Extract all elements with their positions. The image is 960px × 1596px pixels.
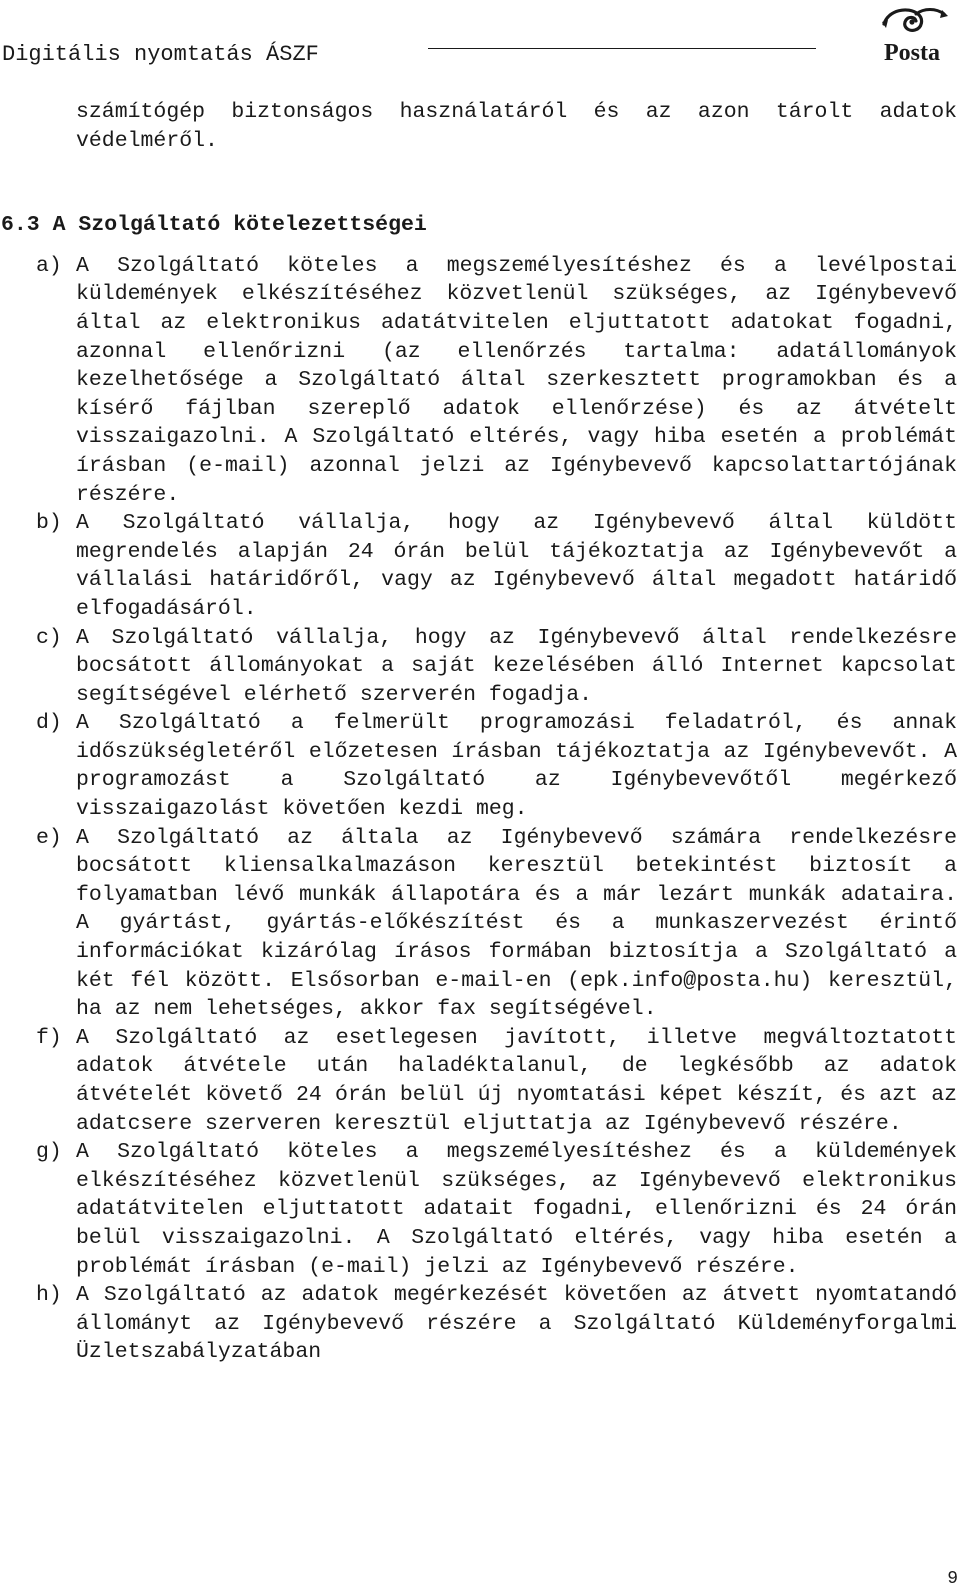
header-rule: [428, 48, 816, 49]
list-marker: d): [36, 711, 62, 736]
document-body: [1, 98, 957, 1367]
logo-wordmark: Posta: [884, 40, 940, 66]
intro-paragraph: számítógép biztonságos használatáról és az azon tárolt adatok védelméről.: [76, 100, 957, 153]
list-item-text: A Szolgáltató vállalja, hogy az Igénybevevő által küldött megrendelés alapján 24 órán belül tájékoztatja az Igénybevevőt a vállalási határidőről, vagy az Igénybevevő által megadott határidő elfogadásáról.: [76, 511, 957, 621]
list-item-a: [36, 252, 957, 509]
list-item-e: [36, 824, 957, 1024]
list-item-text: A Szolgáltató az adatok megérkezését követően az átvett nyomtatandó állományt az Igénybevevő részére a Szolgáltató Küldeményforgalmi Üzletszabályzatában: [76, 1283, 957, 1365]
list-item-f: [36, 1024, 957, 1138]
list-item-d: [36, 709, 957, 823]
list-marker: h): [36, 1283, 62, 1308]
list-item-text: A Szolgáltató a felmerült programozási feladatról, és annak időszükségletéről előzetesen írásban tájékoztatja az Igénybevevőt. A programozást a Szolgáltató az Igénybevevőtől megérkező visszaigazolást követően kezdi meg.: [76, 711, 957, 822]
section-heading: 6.3 A Szolgáltató kötelezettségei: [1, 213, 427, 238]
obligations-list: [36, 252, 957, 1367]
list-item-g: [36, 1138, 957, 1281]
list-item-c: [36, 624, 957, 710]
list-item-text: A Szolgáltató vállalja, hogy az Igénybevevő által rendelkezésre bocsátott állományokat a saját kezelésében álló Internet kapcsolat segítségével elérhető szerverén fogadja.: [76, 625, 957, 707]
list-item-text: A Szolgáltató köteles a megszemélyesítéshez és a levélpostai küldemények elkészítéséhez közvetlenül szükséges, az Igénybevevő által az elektronikus adatátvitelen eljuttatott adatokat fogadni, azonnal ellenőrizni (az ellenőrzés tartalma: adatállományok kezelhetősége a Szolgáltató által szerkesztett programokban és a kísérő fájlban szereplő adatok ellenőrzése) és az átvételt visszaigazolni. A Szolgáltató eltérés, vagy hiba esetén a problémát írásban (e-mail) azonnal jelzi az Igénybevevő kapcsolattartójának részére.: [76, 253, 957, 507]
posthorn-icon: [878, 2, 954, 66]
posta-logo: [878, 2, 954, 66]
list-marker: g): [36, 1140, 62, 1165]
list-item-text: A Szolgáltató az általa az Igénybevevő számára rendelkezésre bocsátott kliensalkalmazáson keresztül betekintést biztosít a folyamatban lévő munkák állapotára és a már lezárt munkák adataira. A gyártást, gyártás-előkészítést és a munkaszervezést érintő információkat kizárólag írásos formában biztosítja a Szolgáltató a két fél között. Elsősorban e-mail-en (epk.info@posta.hu) keresztül, ha az nem lehetséges, akkor fax segítségével.: [76, 825, 957, 1022]
list-marker: c): [36, 625, 62, 650]
list-item-h: [36, 1281, 957, 1367]
page-header: [0, 0, 960, 80]
list-marker: f): [36, 1025, 62, 1050]
list-item-b: [36, 509, 957, 623]
document-title: Digitális nyomtatás ÁSZF: [2, 42, 319, 67]
list-marker: a): [36, 253, 62, 278]
list-item-text: A Szolgáltató az esetlegesen javított, illetve megváltoztatott adatok átvétele után haladéktalanul, de legkésőbb az adatok átvételét követő 24 órán belül új nyomtatási képet készít, és azt az adatcsere szerveren keresztül eljuttatja az Igénybevevő részére.: [76, 1025, 957, 1136]
list-item-text: A Szolgáltató köteles a megszemélyesítéshez és a küldemények elkészítéséhez közvetlenül szükséges, az Igénybevevő elektronikus adatátvitelen eljuttatott adatait fogadni, ellenőrizni és 24 órán belül visszaigazolni. A Szolgáltató eltérés, vagy hiba esetén a problémát írásban (e-mail) jelzi az Igénybevevő részére.: [76, 1140, 957, 1279]
list-marker: e): [36, 825, 62, 850]
list-marker: b): [36, 511, 62, 536]
page-number: 9: [947, 1569, 958, 1589]
